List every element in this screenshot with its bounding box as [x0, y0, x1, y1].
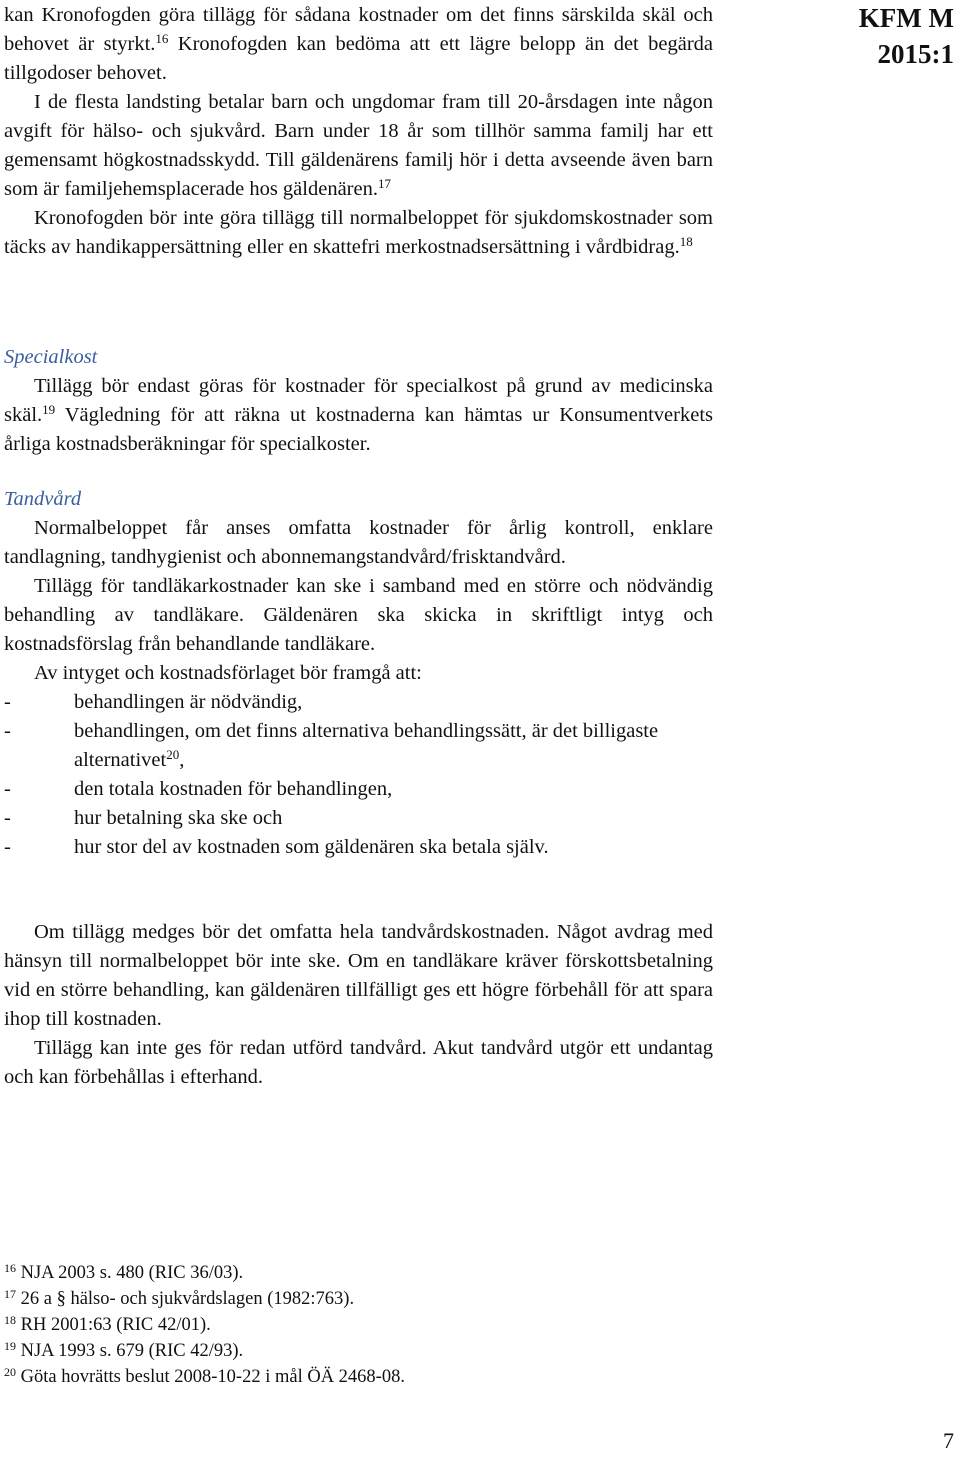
footnote-ref: 17 [377, 176, 391, 191]
text: Kronofogden kan bedöma att ett lägre belopp än det begärda tillgodoser behovet. [4, 33, 714, 84]
footnote-number: 18 [4, 1313, 16, 1327]
footnote-ref: 20 [166, 747, 180, 762]
footnotes [4, 1260, 704, 1390]
footnote-number: 16 [4, 1261, 16, 1275]
footnote-number: 19 [4, 1339, 16, 1353]
text: den totala kostnaden för behandlingen, [74, 778, 393, 800]
text: Vägledning för att räkna ut kostnaderna kan hämtas ur Konsumentverkets årliga kostnadsberäkningar för specialkoster. [4, 404, 713, 455]
footnote-number: 17 [4, 1287, 16, 1301]
paragraph: Tillägg kan inte ges för redan utförd tandvård. Akut tandvård utgör ett undantag och kan förbehållas i efterhand. [4, 1037, 713, 1088]
list [4, 688, 713, 862]
text: behandlingen är nödvändig, [74, 691, 303, 713]
margin-label [859, 0, 954, 72]
text: Tillägg bör endast göras för kostnader för specialkost på grund av medicinska skäl. [4, 375, 713, 426]
text: behandlingen, om det finns alternativa behandlingssätt, är det billigaste alternativet [74, 720, 659, 771]
dash: - [4, 720, 11, 742]
dash: - [4, 807, 11, 829]
margin-label-line1: KFM M [858, 3, 954, 33]
footnote-ref: 19 [42, 402, 56, 417]
text: , [179, 749, 185, 771]
footnote-number: 20 [4, 1365, 16, 1379]
footnote [4, 1286, 704, 1312]
footnote-text: NJA 2003 s. 480 (RIC 36/03). [16, 1263, 244, 1283]
section-heading: Specialkost [4, 346, 98, 368]
paragraph: Normalbeloppet får anses omfatta kostnader för årlig kontroll, enklare tandlagning, tandhygienist och abonnemangstandvård/frisktandvård. [4, 517, 713, 568]
paragraph [4, 372, 713, 459]
footnote [4, 1364, 704, 1390]
footnote [4, 1338, 704, 1364]
page-number: 7 [943, 1428, 954, 1453]
footnote-text: NJA 1993 s. 679 (RIC 42/93). [16, 1341, 244, 1361]
text: Kronofogden bör inte göra tillägg till normalbeloppet för sjukdomskostnader som täcks av handikappersättning eller en skattefri merkostnadsersättning i vårdbidrag. [4, 207, 713, 258]
footnote-text: RH 2001:63 (RIC 42/01). [16, 1315, 211, 1335]
footnote-ref: 16 [155, 31, 169, 46]
section-specialkost [4, 343, 713, 459]
paragraph [4, 1, 713, 88]
dash: - [4, 836, 11, 858]
list-item [4, 775, 713, 804]
list-item [4, 804, 713, 833]
section-tandvard [4, 485, 713, 862]
paragraph [4, 204, 713, 262]
text: I de flesta landsting betalar barn och ungdomar fram till 20-årsdagen inte någon avgift för hälso- och sjukvård. Barn under 18 år som tillhör samma familj har ett gemensamt högkostnadsskydd. Till gäldenärens familj hör i detta avseende även barn som är familjehemsplacerade hos gäldenären. [4, 91, 713, 200]
paragraph: Av intyget och kostnadsförlaget bör framgå att: [34, 662, 422, 684]
text: hur stor del av kostnaden som gäldenären ska betala själv. [74, 836, 549, 858]
list-item [4, 833, 713, 862]
dash: - [4, 691, 11, 713]
footnote-text: 26 a § hälso- och sjukvårdslagen (1982:763). [16, 1289, 355, 1309]
footnote-ref: 18 [679, 234, 693, 249]
text: hur betalning ska ske och [74, 807, 283, 829]
list-item [4, 688, 713, 717]
list-item [4, 717, 713, 775]
footnote-text: Göta hovrätts beslut 2008-10-22 i mål ÖÄ 2468-08. [16, 1367, 405, 1387]
paragraph: Om tillägg medges bör det omfatta hela tandvårdskostnaden. Något avdrag med hänsyn till normalbeloppet bör inte ske. Om en tandläkare kräver förskottsbetalning vid en större behandling, kan gäldenären tillfälligt ges ett högre förbehåll för att spara ihop till kostnaden. [4, 921, 713, 1030]
body-block-2 [4, 918, 713, 1092]
body-block-1 [4, 1, 713, 262]
text: kan Kronofogden göra tillägg för sådana kostnader om det finns särskilda skäl och behovet är styrkt. [4, 4, 713, 55]
margin-label-line2: 2015:1 [877, 39, 954, 69]
footnote [4, 1312, 704, 1338]
dash: - [4, 778, 11, 800]
paragraph [4, 88, 713, 204]
section-heading: Tandvård [4, 488, 82, 510]
footnote [4, 1260, 704, 1286]
paragraph: Tillägg för tandläkarkostnader kan ske i samband med en större och nödvändig behandling av tandläkare. Gäldenären ska skicka in skriftligt intyg och kostnadsförslag från behandlande tandläkare. [4, 575, 713, 655]
